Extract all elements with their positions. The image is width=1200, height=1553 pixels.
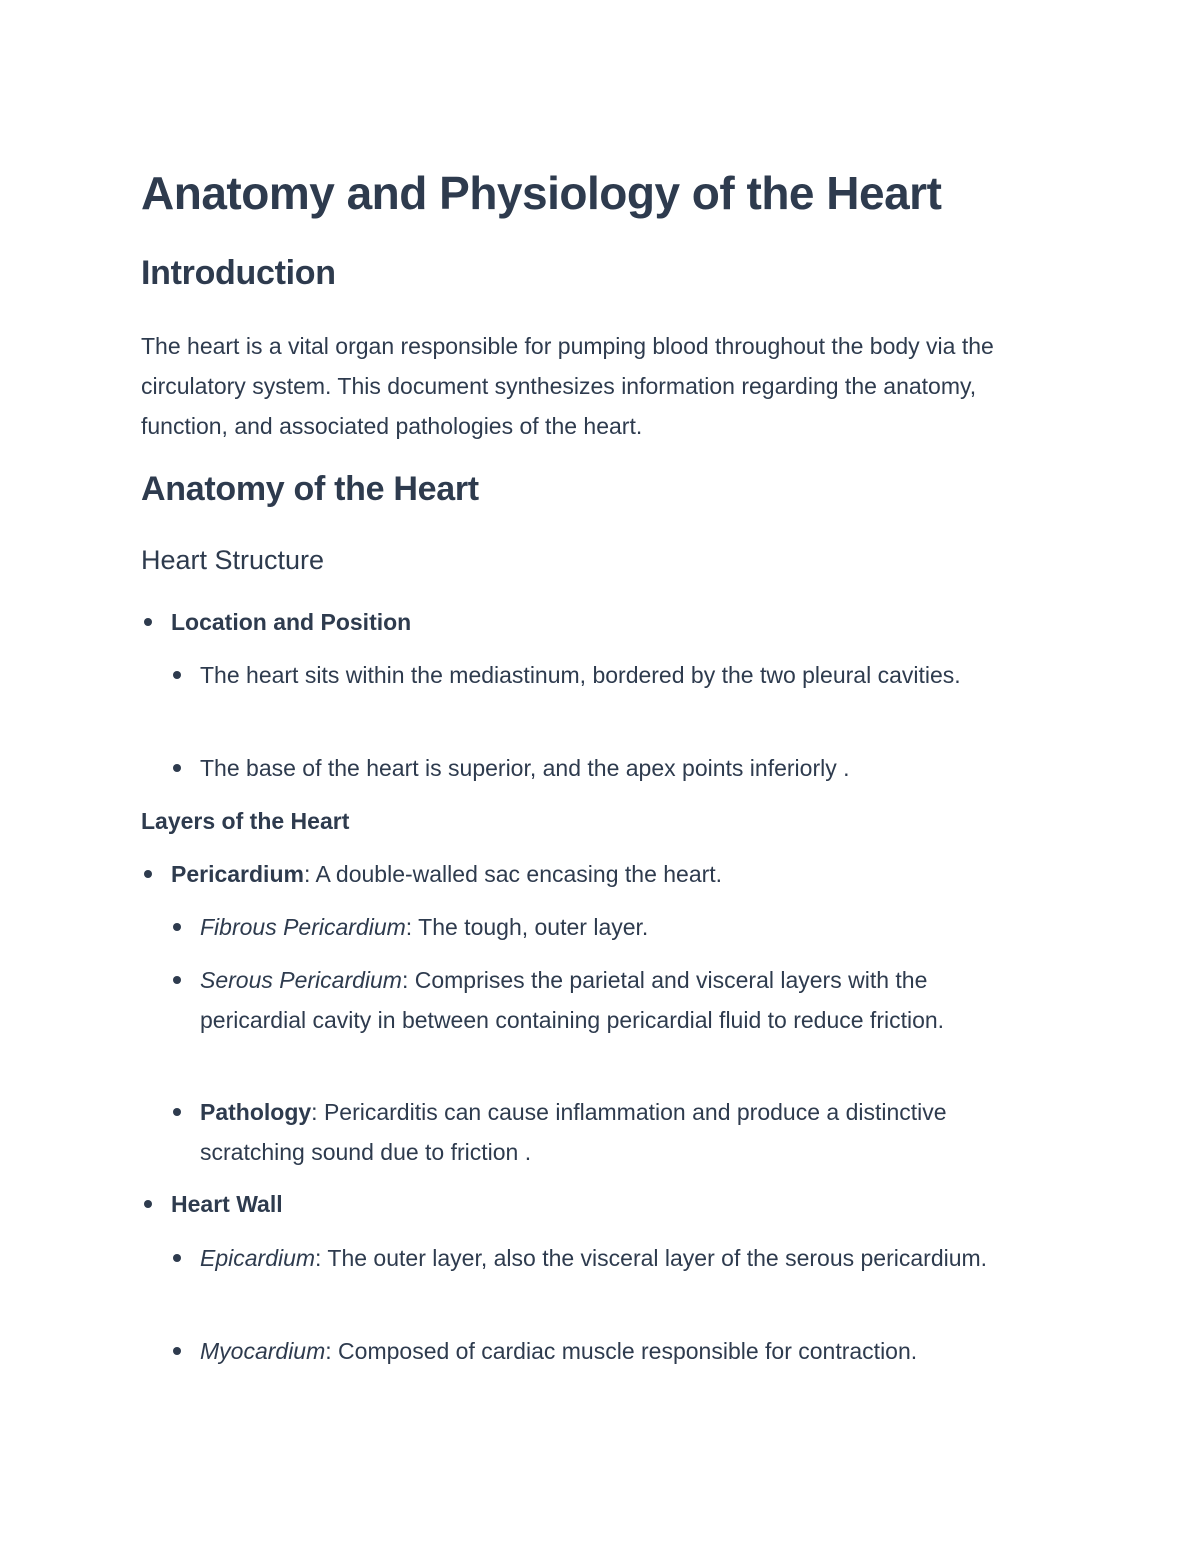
list-item-epicardium <box>200 1238 1030 1278</box>
anatomy-heading: Anatomy of the Heart <box>141 470 479 508</box>
introduction-paragraph: The heart is a vital organ responsible for pumping blood throughout the body via the circulatory system. This document synthesizes information regarding the anatomy, function, and associated pathologies of the heart. <box>141 333 994 439</box>
bullet-icon <box>144 618 152 626</box>
list-item-serous-pericardium <box>200 960 1030 1040</box>
myocardium-text: : Composed of cardiac muscle responsible for contraction. <box>325 1338 918 1364</box>
list-item-text: The heart sits within the mediastinum, bordered by the two pleural cavities. <box>200 662 961 688</box>
pericardium-text: : A double-walled sac encasing the heart. <box>303 861 723 887</box>
list-item-location <box>171 602 1031 642</box>
myocardium-term: Myocardium <box>200 1338 326 1364</box>
location-label: Location and Position <box>171 609 412 635</box>
list-item-text: The base of the heart is superior, and the apex points inferiorly . <box>200 755 850 781</box>
bullet-icon <box>173 923 181 931</box>
bullet-icon <box>173 976 181 984</box>
list-item-myocardium <box>200 1331 1030 1371</box>
list-item-pericardium <box>171 854 1031 894</box>
introduction-heading: Introduction <box>141 254 336 292</box>
pericardium-label: Pericardium <box>171 861 304 887</box>
heart-wall-label: Heart Wall <box>171 1191 283 1217</box>
epicardium-term: Epicardium <box>200 1245 316 1271</box>
bullet-icon <box>144 870 152 878</box>
bullet-icon <box>173 671 181 679</box>
fibrous-term: Fibrous Pericardium <box>200 914 406 940</box>
list-item-fibrous-pericardium <box>200 907 1030 947</box>
heart-structure-heading: Heart Structure <box>141 545 325 575</box>
list-item-base-apex <box>200 748 1030 788</box>
list-item-heart-wall <box>171 1184 1031 1224</box>
epicardium-text: : The outer layer, also the visceral layer of the serous pericardium. <box>315 1245 988 1271</box>
bullet-icon <box>173 1347 181 1355</box>
pathology-label: Pathology <box>200 1099 312 1125</box>
list-item-mediastinum <box>200 655 1030 695</box>
layers-heading: Layers of the Heart <box>141 808 350 834</box>
serous-text: : Comprises the parietal and visceral layers with the pericardial cavity in between containing pericardial fluid to reduce friction. <box>200 967 945 1033</box>
serous-term: Serous Pericardium <box>200 967 402 993</box>
document-title: Anatomy and Physiology of the Heart <box>141 167 942 219</box>
fibrous-text: : The tough, outer layer. <box>405 914 649 940</box>
bullet-icon <box>144 1200 152 1208</box>
bullet-icon <box>173 1108 181 1116</box>
bullet-icon <box>173 764 181 772</box>
bullet-icon <box>173 1254 181 1262</box>
list-item-pathology <box>200 1092 1030 1172</box>
pathology-text: : Pericarditis can cause inflammation and produce a distinctive scratching sound due to friction . <box>200 1099 947 1165</box>
